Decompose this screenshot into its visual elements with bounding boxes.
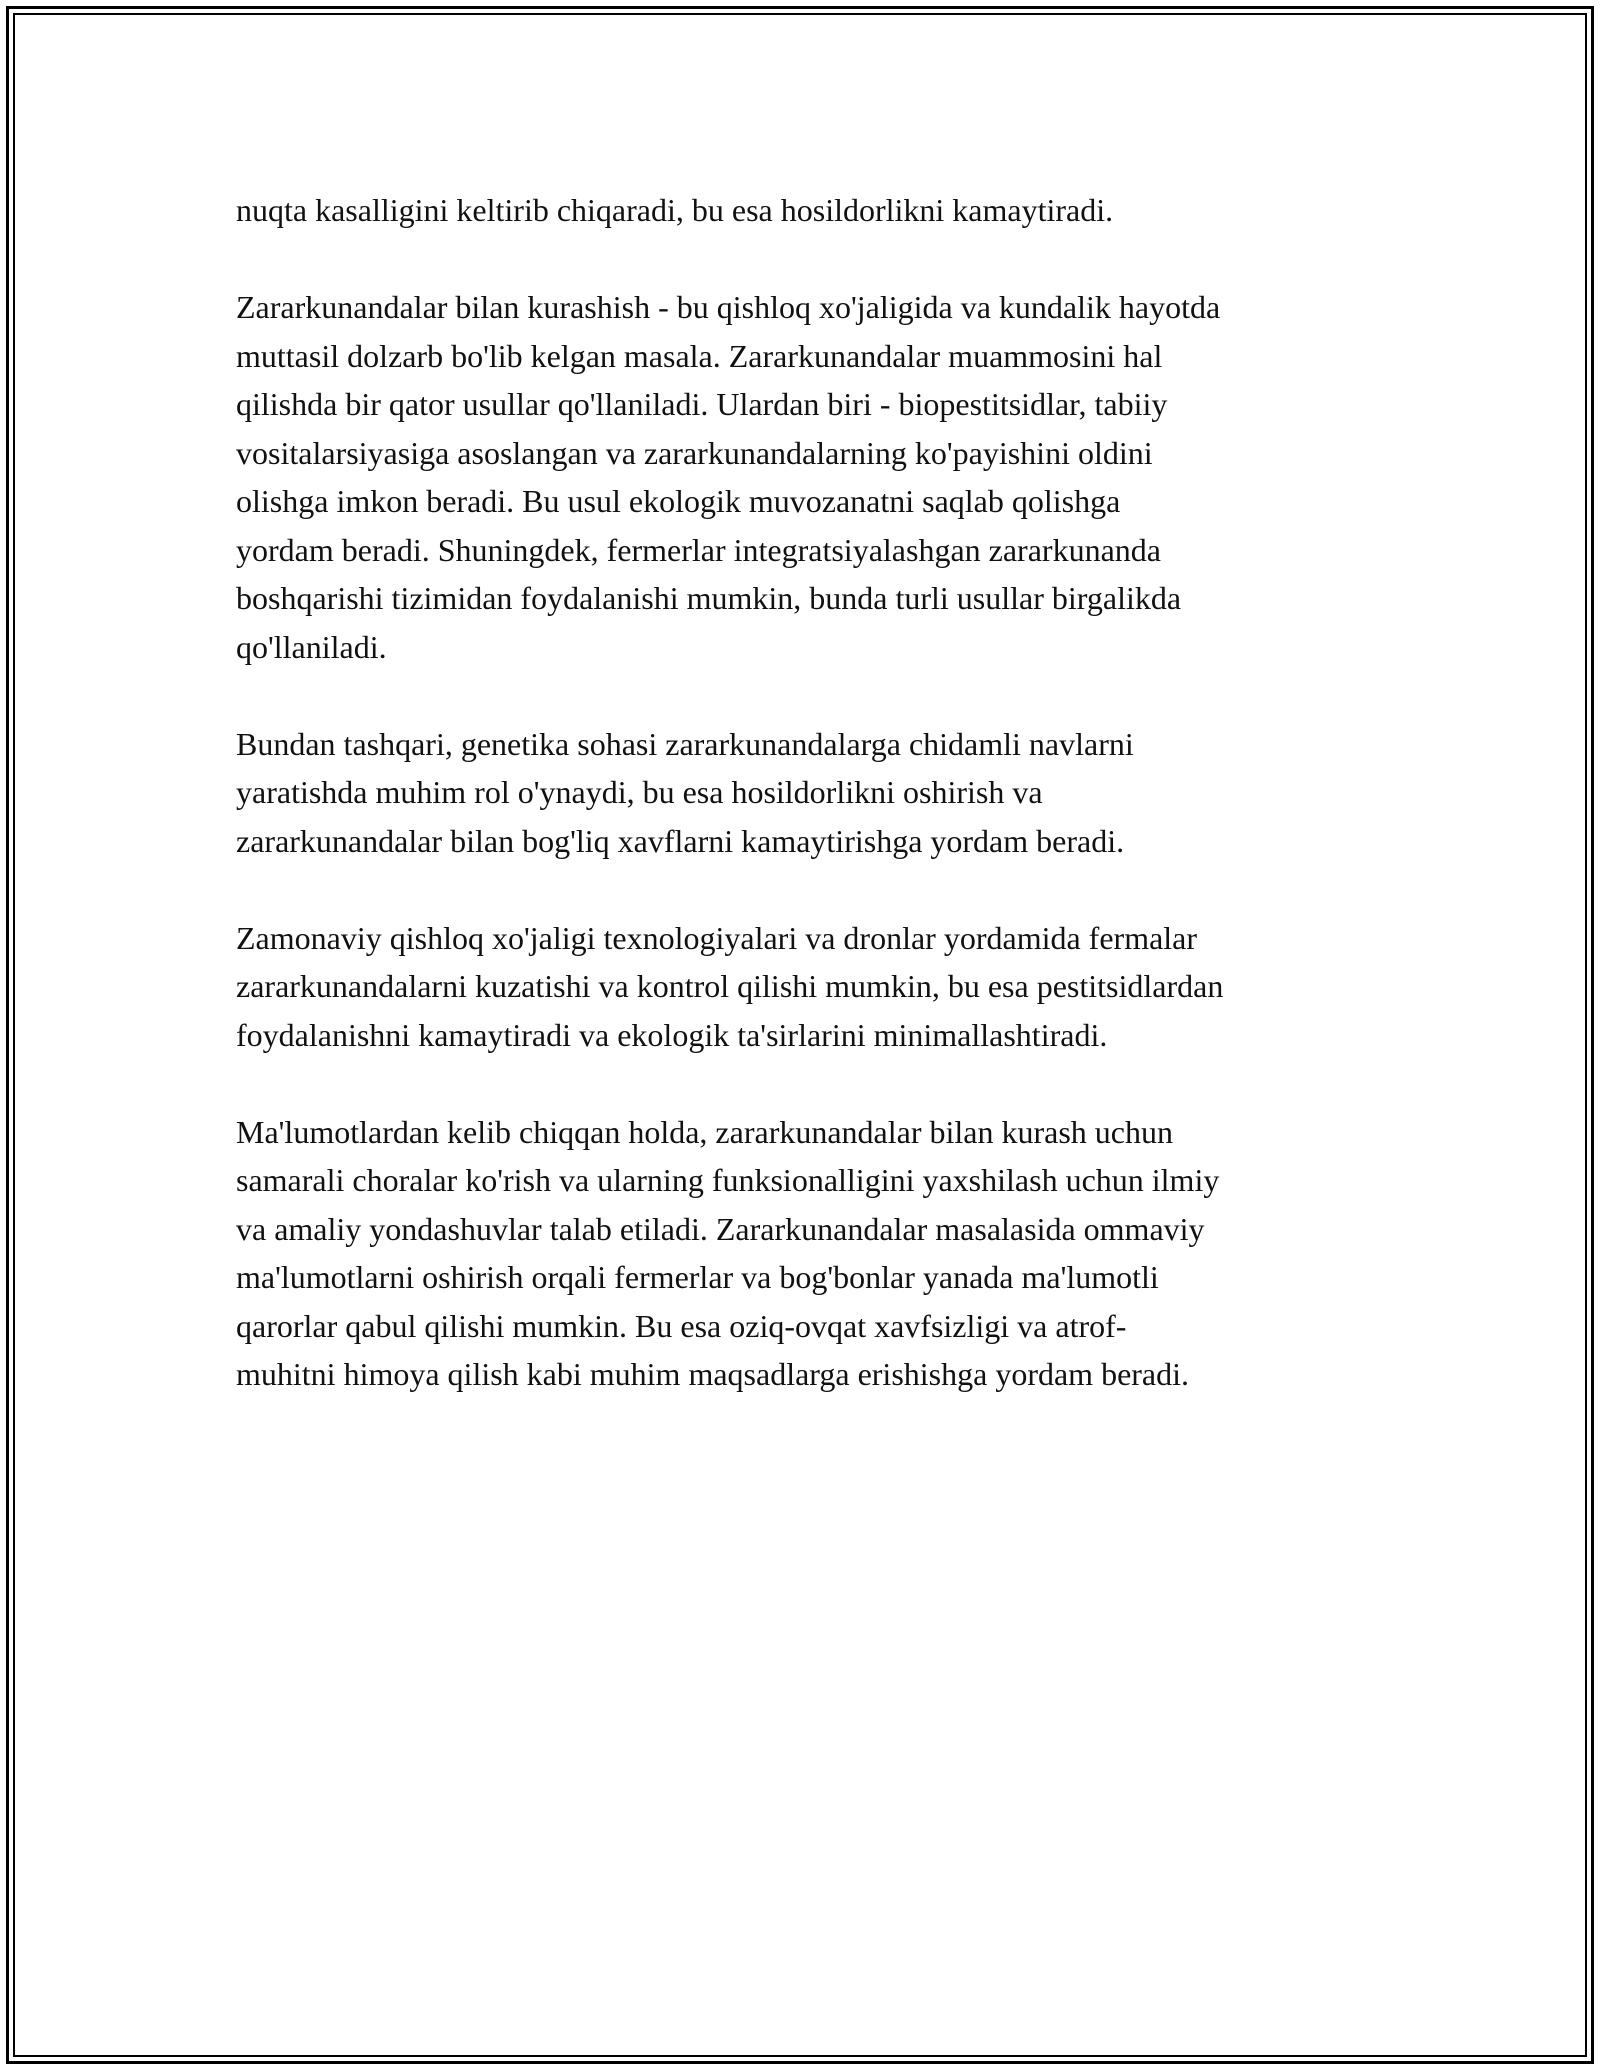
- document-body: [236, 186, 1386, 1447]
- text-line: qarorlar qabul qilishi mumkin. Bu esa oziq-ovqat xavfsizligi va atrof-: [236, 1307, 1127, 1344]
- text-line: foydalanishni kamaytiradi va ekologik ta'sirlarini minimallashtiradi.: [236, 1016, 1108, 1053]
- text-line: samarali choralar ko'rish va ularning funksionalligini yaxshilash uchun ilmiy: [236, 1162, 1220, 1198]
- text-line: olishga imkon beradi. Bu usul ekologik muvozanatni saqlab qolishga: [236, 483, 1121, 519]
- paragraph-1: [236, 186, 1386, 235]
- text-line: Zararkunandalar bilan kurashish - bu qishloq xo'jaligida va kundalik hayotda: [236, 289, 1221, 325]
- text-line: nuqta kasalligini keltirib chiqaradi, bu esa hosildorlikni kamaytiradi.: [236, 192, 1114, 228]
- text-line: zararkunandalarni kuzatishi va kontrol qilishi mumkin, bu esa pestitsidlardan: [236, 968, 1224, 1004]
- text-line: qilishda bir qator usullar qo'llaniladi. Ulardan biri - biopestitsidlar, tabiiy: [236, 386, 1168, 422]
- text-line: muttasil dolzarb bo'lib kelgan masala. Zararkunandalar muammosini hal: [236, 337, 1163, 374]
- text-line: Bundan tashqari, genetika sohasi zararkunandalarga chidamli navlarni: [236, 725, 1134, 762]
- text-line: ma'lumotlarni oshirish orqali fermerlar va bog'bonlar yanada ma'lumotli: [236, 1259, 1159, 1295]
- paragraph-4: [236, 914, 1386, 1060]
- paragraph-3: [236, 720, 1386, 866]
- text-line: va amaliy yondashuvlar talab etiladi. Zararkunandalar masalasida ommaviy: [236, 1210, 1205, 1247]
- text-line: muhitni himoya qilish kabi muhim maqsadlarga erishishga yordam beradi.: [236, 1356, 1190, 1392]
- text-line: yordam beradi. Shuningdek, fermerlar integratsiyalashgan zararkunanda: [236, 531, 1161, 568]
- text-line: vositalarsiyasiga asoslangan va zararkunandalarning ko'payishini oldini: [236, 434, 1153, 471]
- text-line: Ma'lumotlardan kelib chiqqan holda, zararkunandalar bilan kurash uchun: [236, 1113, 1173, 1150]
- paragraph-2: [236, 283, 1386, 671]
- text-line: zararkunandalar bilan bog'liq xavflarni kamaytirishga yordam beradi.: [236, 822, 1125, 859]
- text-line: boshqarishi tizimidan foydalanishi mumkin, bunda turli usullar birgalikda: [236, 580, 1182, 616]
- paragraph-5: [236, 1108, 1386, 1399]
- text-line: qo'llaniladi.: [236, 628, 387, 665]
- text-line: yaratishda muhim rol o'ynaydi, bu esa hosildorlikni oshirish va: [236, 774, 1043, 810]
- text-line: Zamonaviy qishloq xo'jaligi texnologiyalari va dronlar yordamida fermalar: [236, 919, 1198, 956]
